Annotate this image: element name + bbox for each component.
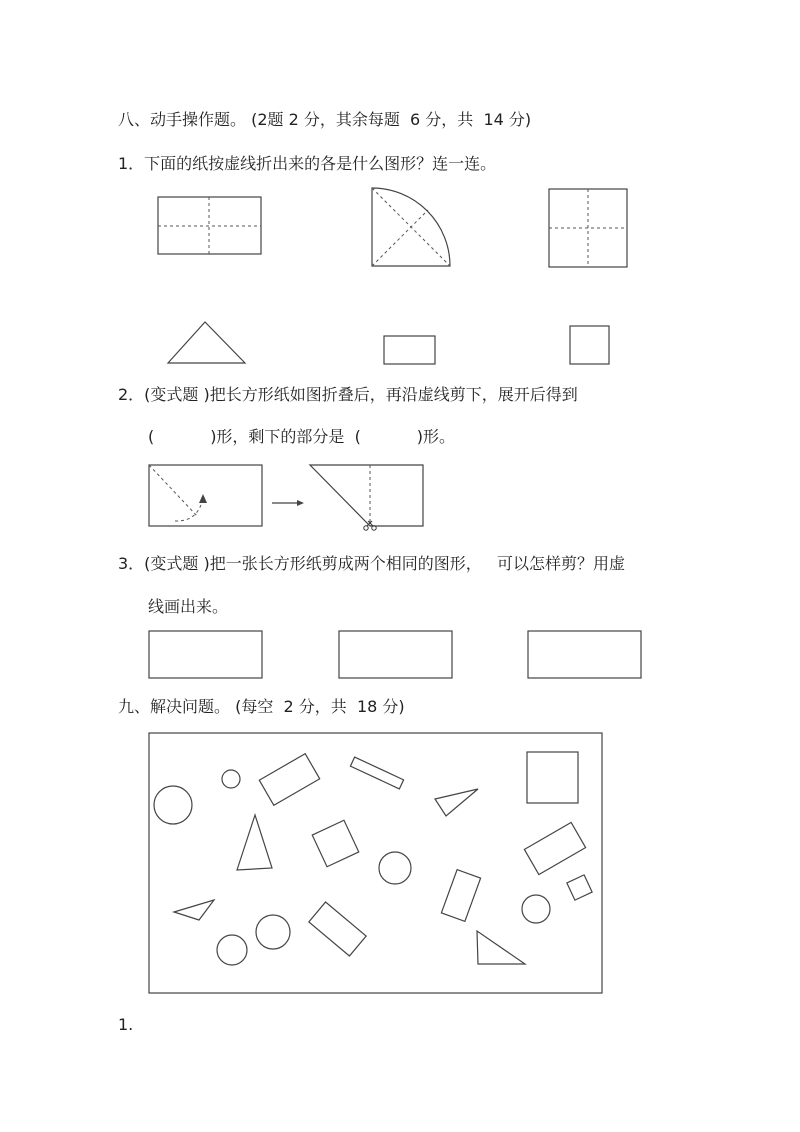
rectangle-shape[interactable]: [259, 754, 319, 806]
question3-line1: 3．(变式题 )把一张长方形纸剪成两个相同的图形， 可以怎样剪？用虚: [118, 554, 626, 573]
section9-question1-label: 1.: [118, 1015, 134, 1034]
square-shape[interactable]: [567, 875, 592, 900]
question2-line1: 2．(变式题 )把长方形纸如图折叠后，再沿虚线剪下，展开后得到: [118, 385, 578, 404]
question3-line2: 线画出来。: [148, 597, 229, 616]
q1-result-triangle[interactable]: [168, 322, 245, 363]
q2-paper-before-fold: [149, 465, 262, 526]
right-arrow-icon: [272, 500, 304, 506]
section8-heading: 八、动手操作题。 (2题 2 分，其余每题 6 分，共 14 分): [118, 110, 532, 129]
circle-shape[interactable]: [256, 915, 290, 949]
triangle-shape[interactable]: [435, 789, 478, 816]
fold-direction-arrow-icon: [199, 494, 207, 503]
q1-paper-square[interactable]: [549, 189, 627, 267]
question2-line2: ( )形，剩下的部分是 ( )形。: [148, 427, 456, 446]
triangle-shape[interactable]: [237, 815, 272, 870]
triangle-shape[interactable]: [174, 900, 214, 920]
circle-shape[interactable]: [379, 852, 411, 884]
q3-cut-rectangle-1[interactable]: [149, 631, 262, 678]
square-shape[interactable]: [312, 820, 359, 867]
q1-paper-quarter-circle[interactable]: [372, 188, 450, 266]
circle-shape[interactable]: [222, 770, 240, 788]
section9-heading: 九、解决问题。 (每空 2 分，共 18 分): [118, 697, 405, 716]
question1-text: 1．下面的纸按虚线折出来的各是什么图形？连一连。: [118, 154, 497, 173]
q2-paper-after-fold: [310, 465, 423, 526]
q3-cut-rectangle-2[interactable]: [339, 631, 452, 678]
triangle-shape[interactable]: [477, 931, 525, 964]
circle-shape[interactable]: [154, 786, 192, 824]
q1-paper-rectangle[interactable]: [158, 197, 261, 254]
square-shape[interactable]: [527, 752, 578, 803]
q1-result-square[interactable]: [570, 326, 609, 364]
rectangle-shape[interactable]: [441, 870, 480, 922]
q3-cut-rectangle-3[interactable]: [528, 631, 641, 678]
q1-result-rectangle[interactable]: [384, 336, 435, 364]
rectangle-shape[interactable]: [524, 822, 585, 874]
rectangle-shape[interactable]: [350, 757, 403, 789]
rectangle-shape[interactable]: [309, 902, 366, 956]
circle-shape[interactable]: [522, 895, 550, 923]
circle-shape[interactable]: [217, 935, 247, 965]
